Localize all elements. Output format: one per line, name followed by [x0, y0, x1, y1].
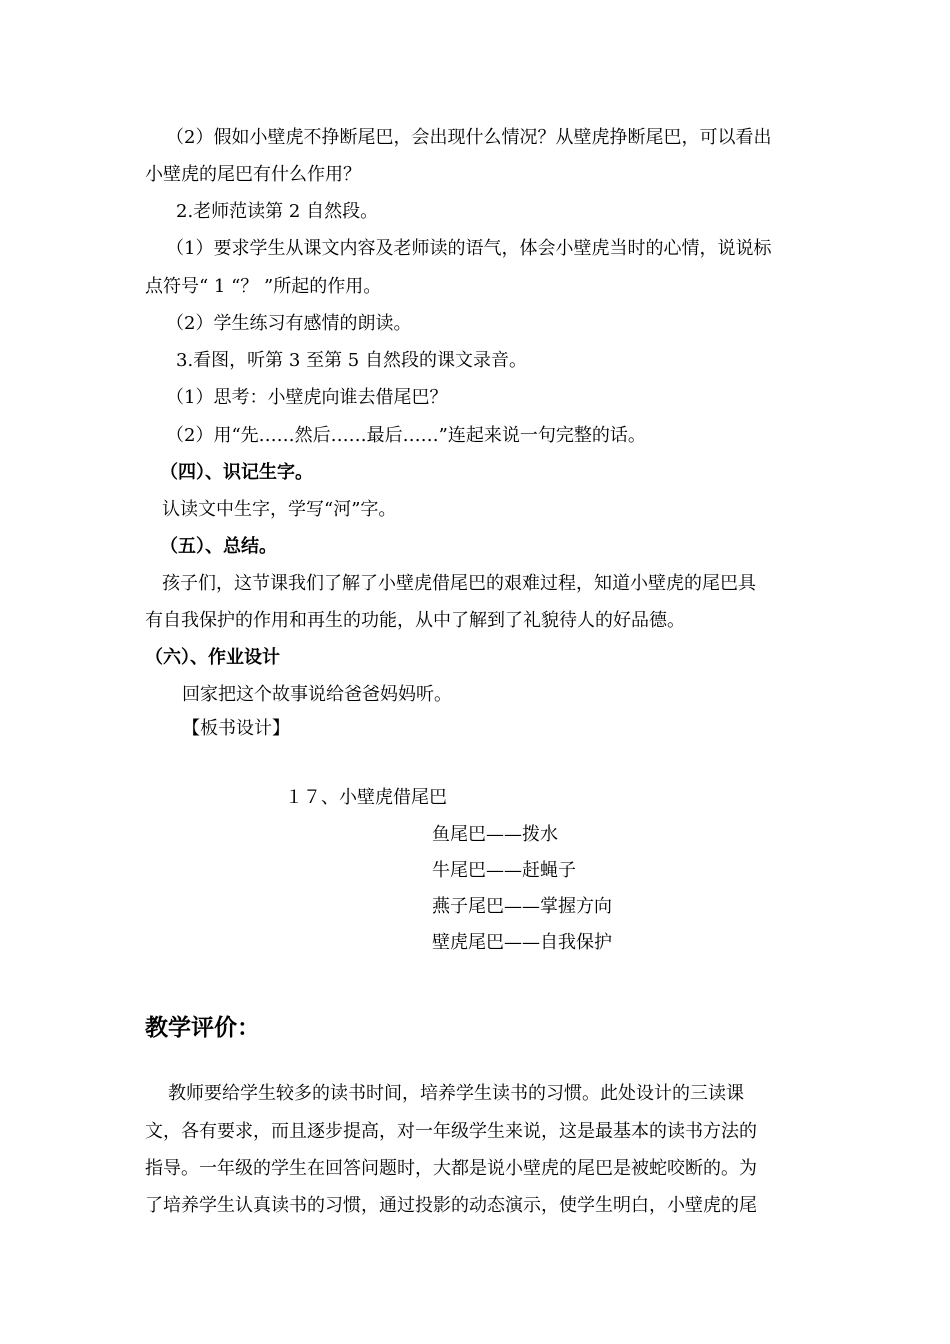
lesson-text-line: （2）假如小壁虎不挣断尾巴，会出现什么情况？从壁虎挣断尾巴，可以看出 [166, 127, 772, 148]
evaluation-text-line: 教师要给学生较多的读书时间，培养学生读书的习惯。此处设计的三读课 [168, 1083, 744, 1104]
board-design-label: 【板书设计】 [182, 718, 290, 739]
lesson-text-line: （2）学生练习有感情的朗读。 [166, 313, 412, 334]
lesson-text-line: 3.看图，听第 3 至第 5 自然段的课文录音。 [176, 350, 527, 371]
lesson-text-line: 孩子们，这节课我们了解了小壁虎借尾巴的艰难过程，知道小壁虎的尾巴具 [162, 573, 756, 594]
section-heading-five: （五）、总结。 [160, 536, 277, 557]
lesson-text-line: 回家把这个故事说给爸爸妈妈听。 [182, 684, 452, 705]
lesson-text-line: 认读文中生字，学写“河”字。 [162, 499, 397, 520]
evaluation-text-line: 文，各有要求，而且逐步提高，对一年级学生来说，这是最基本的读书方法的 [145, 1121, 757, 1142]
lesson-text-line: 有自我保护的作用和再生的功能，从中了解到了礼貌待人的好品德。 [145, 610, 685, 631]
lesson-text-line: 点符号“ 1 “？ ”所起的作用。 [145, 276, 382, 297]
evaluation-heading: 教学评价： [145, 1015, 260, 1041]
lesson-text-line: 2.老师范读第 2 自然段。 [176, 201, 379, 222]
board-item: 壁虎尾巴——自我保护 [432, 932, 612, 953]
board-item: 牛尾巴——赶蝇子 [432, 860, 576, 881]
board-title: １７、小壁虎借尾巴 [285, 787, 447, 808]
lesson-text-line: （2）用“先……然后……最后……”连起来说一句完整的话。 [166, 425, 646, 446]
lesson-text-line: （1）思考：小壁虎向谁去借尾巴？ [166, 387, 448, 408]
lesson-text-line: 小壁虎的尾巴有什么作用？ [145, 164, 361, 185]
lesson-text-line: （1）要求学生从课文内容及老师读的语气，体会小壁虎当时的心情，说说标 [166, 238, 772, 259]
board-item: 燕子尾巴——掌握方向 [432, 896, 612, 917]
board-item: 鱼尾巴——拨水 [432, 824, 558, 845]
section-heading-six: （六）、作业设计 [145, 647, 280, 668]
section-heading-four: （四）、识记生字。 [160, 462, 313, 483]
evaluation-text-line: 指导。一年级的学生在回答问题时，大都是说小壁虎的尾巴是被蛇咬断的。为 [145, 1158, 757, 1179]
evaluation-text-line: 了培养学生认真读书的习惯，通过投影的动态演示，使学生明白，小壁虎的尾 [145, 1195, 757, 1216]
